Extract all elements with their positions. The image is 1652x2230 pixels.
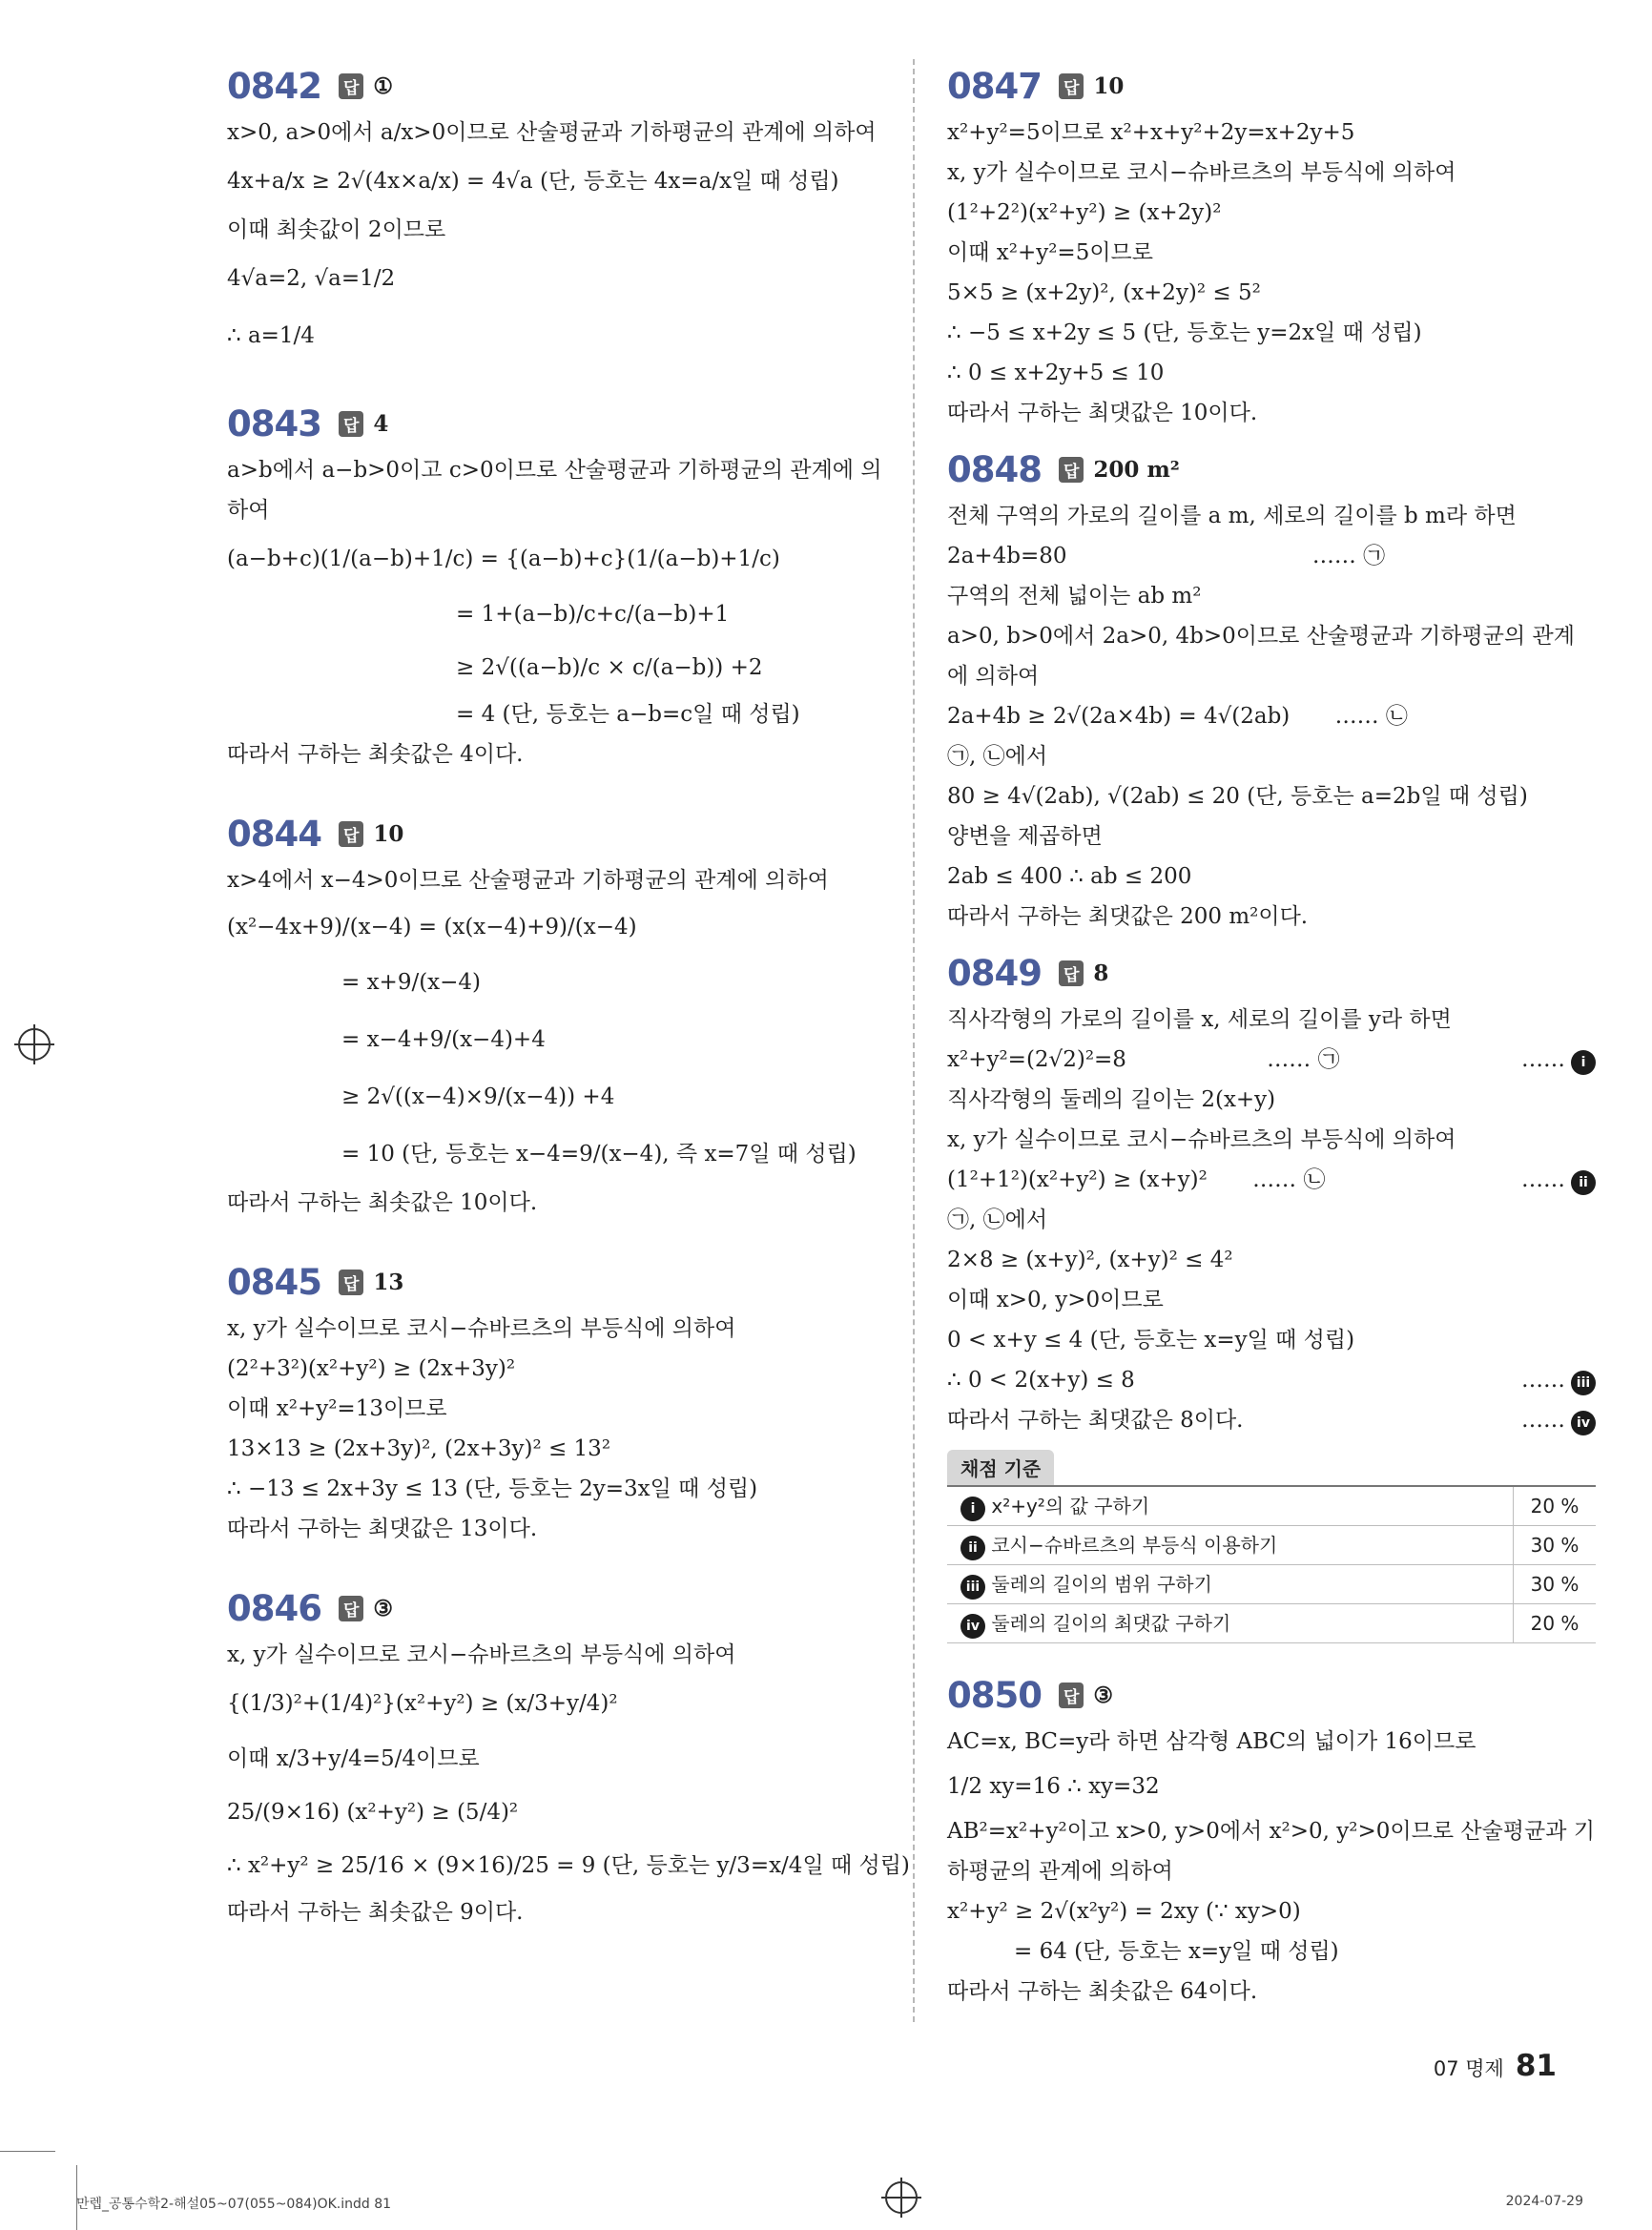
step-marker (1521, 1040, 1596, 1080)
grading-table (947, 1485, 1596, 1643)
problem-header (227, 807, 895, 860)
solution-line: = x−4+9/(x−4)+4 (341, 1027, 546, 1052)
problem-number: 0844 (227, 813, 321, 855)
solution-line: 2a+4b=80 (947, 544, 1067, 568)
problem-0850 (947, 1668, 1596, 2012)
table-row (947, 1526, 1596, 1565)
ellipsis: …… (1521, 1047, 1565, 1072)
print-date: 2024-07-29 (1505, 2194, 1583, 2209)
solution-line: 2×8 ≥ (x+y)², (x+y)² ≤ 4² (947, 1248, 1233, 1272)
equation-a-line (947, 536, 1596, 576)
problem-0842 (227, 59, 895, 364)
answer-value: ① (373, 72, 394, 99)
criteria-text: 둘레의 길이의 최댓값 구하기 (991, 1612, 1231, 1635)
ellipsis: …… (1334, 704, 1379, 729)
problem-number: 0842 (227, 65, 321, 107)
ellipsis: …… (1521, 1368, 1565, 1393)
answer-value: ③ (373, 1595, 394, 1621)
ellipsis: …… (1311, 544, 1356, 568)
criteria-text: 코시−슈바르츠의 부등식 이용하기 (991, 1534, 1278, 1557)
ellipsis: …… (1252, 1167, 1297, 1192)
step-iv-line (947, 1400, 1596, 1440)
solution-line: 직사각형의 둘레의 길이는 2(x+y) (947, 1087, 1276, 1112)
solution-line: 25/(9×16) (x²+y²) ≥ (5/4)² (227, 1800, 519, 1825)
step-marker (1521, 1160, 1596, 1200)
page-footer (1434, 2049, 1557, 2083)
ellipsis: …… (1521, 1408, 1565, 1433)
criteria-cell (947, 1604, 1514, 1643)
step-i-icon: i (960, 1497, 985, 1521)
solution-line: x²+y² ≥ 2√(x²y²) = 2xy (∵ xy>0) (947, 1899, 1301, 1924)
solution-line: x>4에서 x−4>0이므로 산술평균과 기하평균의 관계에 의하여 (227, 868, 829, 893)
grading-criteria (947, 1450, 1596, 1643)
solution-line: 이때 최솟값이 2이므로 (227, 217, 446, 242)
problem-header (947, 443, 1596, 496)
step-iii-icon: iii (1571, 1371, 1596, 1395)
solution-line: x²+y²=5이므로 x²+x+y²+2y=x+2y+5 (947, 120, 1355, 145)
grading-title: 채점 기준 (947, 1450, 1054, 1485)
solution-line: 이때 x²+y²=5이므로 (947, 240, 1153, 265)
solution-line: = x+9/(x−4) (341, 970, 482, 995)
label-giyeok: ㉠ (1317, 1047, 1340, 1072)
solution-line: 80 ≥ 4√(2ab), √(2ab) ≤ 20 (단, 등호는 a=2b일 때 성립) (947, 784, 1528, 809)
solution-line: 직사각형의 가로의 길이를 x, 세로의 길이를 y라 하면 (947, 1007, 1452, 1032)
solution-line: 13×13 ≥ (2x+3y)², (2x+3y)² ≤ 13² (227, 1436, 611, 1461)
problem-0847 (947, 59, 1596, 433)
solution-line: 양변을 제곱하면 (947, 824, 1103, 849)
table-row (947, 1565, 1596, 1604)
label-nieun: ㉡ (1385, 704, 1408, 729)
solution-line: 1/2 xy=16 ∴ xy=32 (947, 1774, 1160, 1799)
ellipsis: …… (1521, 1167, 1565, 1192)
solution-line: 이때 x²+y²=13이므로 (227, 1396, 447, 1421)
solution-line: AB²=x²+y²이고 x>0, y>0에서 x²>0, y²>0이므로 산술평균과 기하평균의 관계에 의하여 (947, 1819, 1595, 1884)
step-iv-icon: iv (1571, 1411, 1596, 1435)
solution-line: = 4 (단, 등호는 a−b=c일 때 성립) (456, 702, 800, 727)
solution-line: {(1/3)²+(1/4)²}(x²+y²) ≥ (x/3+y/4)² (227, 1691, 618, 1716)
solution-line: 따라서 구하는 최솟값은 64이다. (947, 1979, 1258, 2004)
criteria-cell (947, 1526, 1514, 1565)
solution-line: = 64 (단, 등호는 x=y일 때 성립) (1014, 1939, 1339, 1964)
equation-a-line (947, 1040, 1596, 1080)
equation-b-line (947, 696, 1596, 736)
answer-value: 10 (373, 820, 404, 847)
solution-line: AC=x, BC=y라 하면 삼각형 ABC의 넓이가 16이므로 (947, 1729, 1476, 1754)
solution-line: ≥ 2√((a−b)/c × c/(a−b)) +2 (456, 655, 763, 680)
equation-b-line (947, 1160, 1596, 1200)
answer-value: 200 m² (1093, 456, 1180, 483)
solution-line: ㉠, ㉡에서 (947, 744, 1048, 769)
registration-mark-icon (885, 2181, 918, 2214)
answer-value: 13 (373, 1269, 404, 1295)
problem-number: 0847 (947, 65, 1042, 107)
problem-header (227, 1255, 895, 1309)
problem-number: 0845 (227, 1261, 321, 1303)
problem-header (947, 59, 1596, 113)
table-row (947, 1486, 1596, 1526)
solution-line: 따라서 구하는 최댓값은 200 m²이다. (947, 904, 1309, 929)
solution-line: x>0, a>0에서 a/x>0이므로 산술평균과 기하평균의 관계에 의하여 (227, 120, 877, 145)
problem-0846 (227, 1581, 910, 1932)
criteria-percent: 20 % (1514, 1486, 1597, 1526)
step-iv-icon: iv (960, 1614, 985, 1639)
criteria-text: 둘레의 길이의 범위 구하기 (991, 1573, 1212, 1596)
file-name: 만렙_공통수학2-해설05~07(055~084)OK.indd 81 (76, 2197, 392, 2212)
solution-line: a>0, b>0에서 2a>0, 4b>0이므로 산술평균과 기하평균의 관계에 의하여 (947, 624, 1575, 689)
answer-tag: 답 (339, 411, 363, 437)
solution-line: ㉠, ㉡에서 (947, 1208, 1048, 1232)
solution-line: 구역의 전체 넓이는 ab m² (947, 584, 1202, 609)
step-marker (1521, 1360, 1596, 1400)
solution-line: = 1+(a−b)/c+c/(a−b)+1 (456, 602, 730, 627)
solution-line: 0 < x+y ≤ 4 (단, 등호는 x=y일 때 성립) (947, 1328, 1355, 1352)
problem-header (227, 59, 895, 113)
problem-number: 0849 (947, 952, 1042, 994)
solution-line: 따라서 구하는 최댓값은 8이다. (947, 1408, 1244, 1433)
solution-line: 2ab ≤ 400 ∴ ab ≤ 200 (947, 864, 1192, 889)
solution-line: 4√a=2, √a=1/2 (227, 266, 396, 291)
solution-line: 2a+4b ≥ 2√(2a×4b) = 4√(2ab) (947, 704, 1291, 729)
solution-line: ∴ −13 ≤ 2x+3y ≤ 13 (단, 등호는 2y=3x일 때 성립) (227, 1476, 758, 1501)
answer-tag: 답 (1059, 457, 1084, 483)
problem-0843 (227, 397, 895, 774)
answer-tag: 답 (339, 821, 363, 847)
problem-number: 0850 (947, 1674, 1042, 1716)
table-row (947, 1604, 1596, 1643)
solution-line: a>b에서 a−b>0이고 c>0이므로 산술평균과 기하평균의 관계에 의하여 (227, 458, 882, 523)
ellipsis: …… (1267, 1047, 1311, 1072)
answer-tag: 답 (1059, 960, 1084, 986)
solution-line: x²+y²=(2√2)²=8 (947, 1047, 1126, 1072)
chapter-label: 07 명제 (1433, 2057, 1504, 2080)
answer-tag: 답 (339, 1270, 363, 1295)
solution-line: ∴ x²+y² ≥ 25/16 × (9×16)/25 = 9 (단, 등호는 y/3=x/4일 때 성립) (227, 1853, 910, 1878)
answer-value: 8 (1093, 960, 1109, 986)
solution-line: 이때 x>0, y>0이므로 (947, 1288, 1164, 1312)
problem-header (947, 946, 1596, 1000)
solution-line: 따라서 구하는 최솟값은 9이다. (227, 1900, 524, 1925)
problem-number: 0846 (227, 1587, 321, 1629)
criteria-percent: 30 % (1514, 1565, 1597, 1604)
crop-mark (0, 2151, 55, 2152)
problem-number: 0848 (947, 448, 1042, 490)
label-nieun: ㉡ (1303, 1167, 1326, 1192)
answer-value: ③ (1093, 1682, 1114, 1708)
solution-line: ∴ 0 < 2(x+y) ≤ 8 (947, 1368, 1135, 1393)
answer-tag: 답 (339, 1596, 363, 1621)
problem-header (947, 1668, 1596, 1722)
solution-line: (2²+3²)(x²+y²) ≥ (2x+3y)² (227, 1356, 516, 1381)
solution-line: x, y가 실수이므로 코시−슈바르츠의 부등식에 의하여 (227, 1642, 736, 1667)
step-iii-line (947, 1360, 1596, 1400)
solution-line: ∴ a=1/4 (227, 323, 315, 348)
solution-line: 따라서 구하는 최솟값은 10이다. (227, 1190, 538, 1215)
criteria-percent: 20 % (1514, 1604, 1597, 1643)
criteria-percent: 30 % (1514, 1526, 1597, 1565)
solution-line: (x²−4x+9)/(x−4) = (x(x−4)+9)/(x−4) (227, 915, 637, 939)
problem-0845 (227, 1255, 895, 1549)
label-giyeok: ㉠ (1363, 544, 1386, 568)
answer-value: 4 (373, 410, 389, 437)
step-i-icon: i (1571, 1050, 1596, 1075)
left-column (227, 59, 910, 1965)
solution-line: x, y가 실수이므로 코시−슈바르츠의 부등식에 의하여 (227, 1316, 736, 1341)
problem-0848 (947, 443, 1596, 937)
step-ii-icon: ii (1571, 1170, 1596, 1195)
solution-line: ≥ 2√((x−4)×9/(x−4)) +4 (341, 1084, 615, 1109)
answer-tag: 답 (339, 73, 363, 99)
solution-line: ∴ 0 ≤ x+2y+5 ≤ 10 (947, 361, 1165, 385)
solution-line: 5×5 ≥ (x+2y)², (x+2y)² ≤ 5² (947, 280, 1261, 305)
solution-line: ∴ −5 ≤ x+2y ≤ 5 (단, 등호는 y=2x일 때 성립) (947, 320, 1422, 345)
problem-0849 (947, 946, 1596, 1643)
solution-line: x, y가 실수이므로 코시−슈바르츠의 부등식에 의하여 (947, 1127, 1456, 1152)
criteria-cell (947, 1486, 1514, 1526)
solution-line: 4x+a/x ≥ 2√(4x×a/x) = 4√a (단, 등호는 4x=a/x일 때 성립) (227, 169, 839, 194)
problem-0844 (227, 807, 895, 1223)
solution-line: = 10 (단, 등호는 x−4=9/(x−4), 즉 x=7일 때 성립) (341, 1142, 857, 1167)
solution-line: (1²+2²)(x²+y²) ≥ (x+2y)² (947, 200, 1222, 225)
solution-line: 따라서 구하는 최솟값은 4이다. (227, 742, 524, 767)
answer-tag: 답 (1059, 73, 1084, 99)
solution-line: (a−b+c)(1/(a−b)+1/c) = {(a−b)+c}(1/(a−b)+1/c) (227, 547, 780, 571)
answer-tag: 답 (1059, 1683, 1084, 1708)
solution-line: 따라서 구하는 최댓값은 13이다. (227, 1517, 538, 1541)
problem-header (227, 1581, 895, 1635)
registration-mark-icon (18, 1028, 51, 1061)
answer-value: 10 (1093, 72, 1125, 99)
step-iii-icon: iii (960, 1575, 985, 1600)
solution-line: x, y가 실수이므로 코시−슈바르츠의 부등식에 의하여 (947, 160, 1456, 185)
solution-line: (1²+1²)(x²+y²) ≥ (x+y)² (947, 1167, 1208, 1192)
solution-line: 따라서 구하는 최댓값은 10이다. (947, 401, 1258, 425)
step-ii-icon: ii (960, 1536, 985, 1560)
solution-line: 전체 구역의 가로의 길이를 a m, 세로의 길이를 b m라 하면 (947, 504, 1517, 528)
page-number: 81 (1515, 2049, 1557, 2083)
right-column (947, 59, 1596, 2044)
column-divider (913, 59, 915, 2022)
criteria-cell (947, 1565, 1514, 1604)
criteria-text: x²+y²의 값 구하기 (991, 1495, 1150, 1518)
problem-number: 0843 (227, 403, 321, 444)
problem-header (227, 397, 895, 450)
step-marker (1521, 1400, 1596, 1440)
solution-line: 이때 x/3+y/4=5/4이므로 (227, 1746, 480, 1771)
